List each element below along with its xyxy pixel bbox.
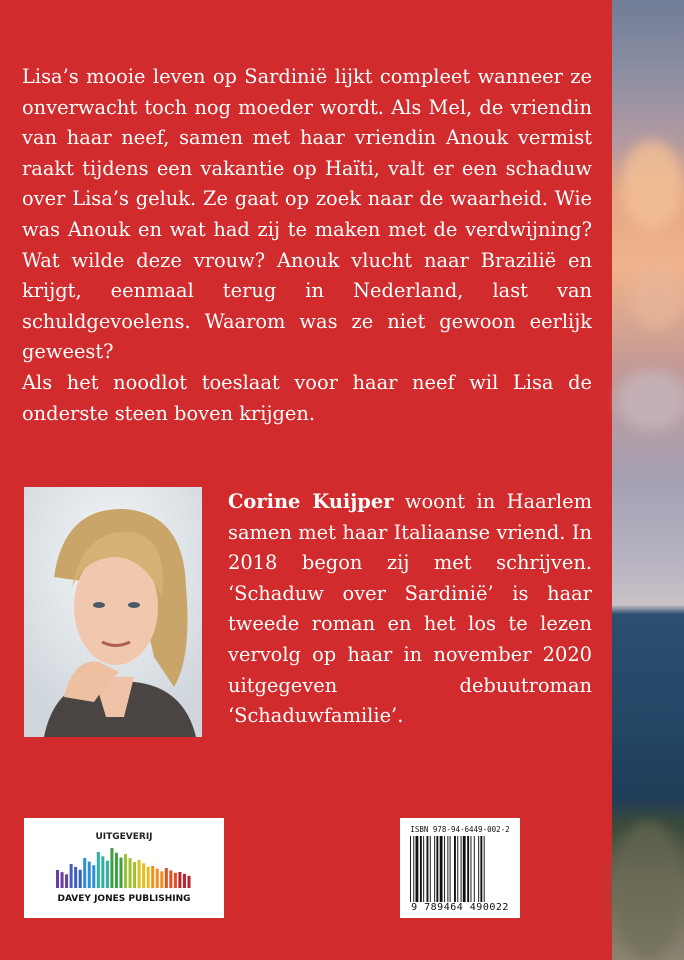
publisher-bar — [106, 861, 109, 888]
publisher-bar — [129, 858, 132, 888]
publisher-bar — [61, 872, 64, 888]
publisher-name: DAVEY JONES PUBLISHING — [57, 894, 191, 904]
author-bio — [228, 487, 592, 732]
author-name: Corine Kuijper — [228, 490, 394, 513]
publisher-bar — [74, 867, 77, 888]
publisher-bar — [133, 862, 136, 888]
publisher-bar — [124, 854, 127, 888]
barcode-icon — [410, 836, 510, 902]
publisher-bar — [56, 870, 59, 888]
publisher-bar — [119, 858, 122, 888]
blurb-text — [22, 62, 592, 429]
publisher-bar — [147, 867, 150, 888]
publisher-bar — [83, 858, 86, 888]
isbn-label: ISBN 978-94-6449-002-2 — [410, 825, 510, 834]
isbn-barcode-box — [400, 818, 520, 918]
publisher-bar — [165, 868, 168, 888]
publisher-bar — [156, 869, 159, 888]
isbn-number: 9 789464 490022 — [411, 902, 509, 913]
author-bio-text: woont in Haarlem samen met haar Italiaanse vriend. In 2018 begon zij met schrijven. ‘Schaduw over Sardinië’ is haar tweede roman en het los te lezen vervolg op haar in november 2020 uitgegeven debuutroman ‘Schaduwfamilie’. — [228, 490, 592, 728]
publisher-bar — [187, 876, 190, 888]
publisher-bar — [174, 873, 177, 888]
publisher-label: UITGEVERIJ — [95, 832, 153, 842]
publisher-bar — [160, 871, 163, 888]
publisher-bar — [110, 848, 113, 888]
publisher-bar — [151, 866, 154, 888]
publisher-bar — [138, 860, 141, 888]
publisher-bar — [142, 863, 145, 888]
blurb-paragraph-2: Als het noodlot toeslaat voor haar neef wil Lisa de onderste steen boven krijgen. — [22, 370, 592, 425]
publisher-bar — [169, 870, 172, 888]
publisher-bar — [79, 870, 82, 888]
publisher-bar — [178, 872, 181, 888]
publisher-bar — [92, 865, 95, 888]
publisher-bar — [65, 874, 68, 888]
publisher-bar — [183, 874, 186, 888]
publisher-color-bars — [56, 848, 192, 888]
publisher-logo — [24, 818, 224, 918]
publisher-bar — [97, 852, 100, 888]
publisher-bar — [101, 856, 104, 888]
blurb-paragraph-1: Lisa’s mooie leven op Sardinië lijkt compleet wanneer ze onverwacht toch nog moeder wordt. Als Mel, de vriendin van haar neef, samen met haar vriendin Anouk vermist raakt tijdens een vakantie op Haïti, valt er een schaduw over Lisa’s geluk. Ze gaat op zoek naar de waarheid. Wie was Anouk en wat had zij te maken met de verdwijning? Wat wilde deze vrouw? Anouk vlucht naar Brazilië en krijgt, eenmaal terug in Nederland, last van schuldgevoelens. Waarom was ze niet gewoon eerlijk geweest? — [22, 65, 592, 364]
publisher-bar — [115, 853, 118, 888]
author-portrait-image — [24, 487, 202, 737]
author-photo — [24, 487, 202, 737]
publisher-bar — [70, 864, 73, 888]
publisher-bar — [88, 862, 91, 888]
front-cover-edge-photo — [612, 0, 684, 960]
